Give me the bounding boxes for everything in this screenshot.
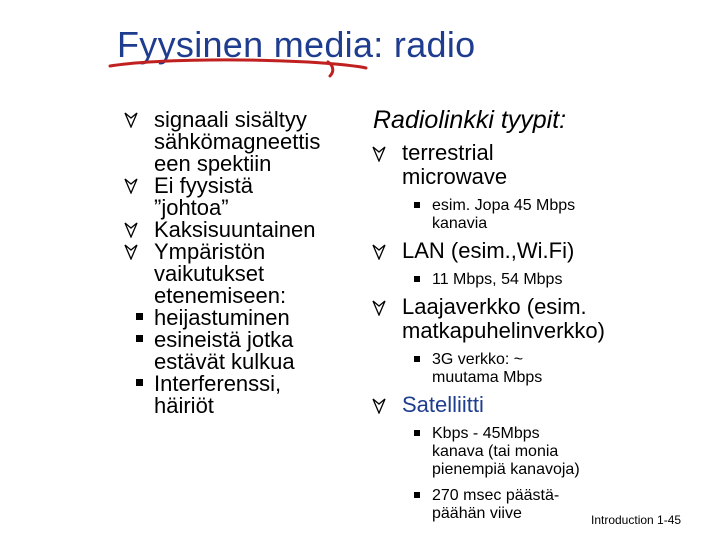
square-bullet-icon <box>414 202 420 208</box>
right-subbullet-text: 270 msec päästä- päähän viive <box>432 487 560 522</box>
left-bullet-text: Kaksisuuntainen <box>154 217 316 242</box>
left-subbullet-text: heijastuminen <box>154 305 290 330</box>
right-subbullet-text: 3G verkko: ~ muutama Mbps <box>432 351 543 386</box>
square-bullet-icon <box>414 430 420 436</box>
right-bullet-text: Laajaverkko (esim. matkapuhelinverkko) <box>402 294 605 343</box>
diamond-bullet-icon <box>124 244 138 260</box>
right-bullet-text: Satelliitti <box>402 392 484 417</box>
square-bullet-icon <box>414 356 420 362</box>
right-bullet <box>372 295 702 343</box>
left-subbullet-text: Interferenssi, häiriöt <box>154 371 282 418</box>
square-bullet-icon <box>136 313 143 320</box>
square-bullet-icon <box>136 335 143 342</box>
right-bullet <box>372 393 702 417</box>
title-underline-icon <box>108 56 368 80</box>
diamond-bullet-icon <box>372 146 386 162</box>
left-bullet <box>110 175 350 219</box>
right-subbullet <box>372 425 702 479</box>
diamond-bullet-icon <box>124 222 138 238</box>
right-subbullet-text: esim. Jopa 45 Mbps kanavia <box>432 197 576 232</box>
left-column <box>110 109 350 417</box>
left-subbullet <box>110 373 350 417</box>
left-bullet-text: Ei fyysistä ”johtoa” <box>154 173 254 220</box>
left-bullet <box>110 219 350 241</box>
right-subbullet-text: 11 Mbps, 54 Mbps <box>432 271 563 288</box>
right-subbullet-text: Kbps - 45Mbps kanava (tai monia pienempiä kanavoja) <box>432 425 580 478</box>
diamond-bullet-icon <box>372 300 386 316</box>
square-bullet-icon <box>414 492 420 498</box>
diamond-bullet-icon <box>372 244 386 260</box>
right-bullet-text: LAN (esim.,Wi.Fi) <box>402 238 575 263</box>
slide-title: Fyysinen media: radio <box>117 24 476 65</box>
left-subbullet <box>110 329 350 373</box>
diamond-bullet-icon <box>372 398 386 414</box>
right-bullet <box>372 141 702 189</box>
right-heading: Radiolinkki tyypit: <box>373 106 567 134</box>
diamond-bullet-icon <box>124 112 138 128</box>
left-bullet-text: signaali sisältyy sähkömagneettis een spektiin <box>154 107 321 176</box>
right-subbullet <box>372 351 702 387</box>
slide-footer: Introduction 1-45 <box>591 513 682 527</box>
right-column <box>372 105 702 529</box>
left-subbullet-text: esineistä jotka estävät kulkua <box>154 327 295 374</box>
square-bullet-icon <box>136 379 143 386</box>
right-subbullet <box>372 271 702 289</box>
diamond-bullet-icon <box>124 178 138 194</box>
left-bullet <box>110 241 350 307</box>
square-bullet-icon <box>414 276 420 282</box>
right-bullet <box>372 239 702 263</box>
right-subbullet <box>372 197 702 233</box>
right-bullet-text: terrestrial microwave <box>402 140 508 189</box>
left-bullet <box>110 109 350 175</box>
left-bullet-text: Ympäristön vaikutukset etenemiseen: <box>154 239 287 308</box>
left-subbullet <box>110 307 350 329</box>
